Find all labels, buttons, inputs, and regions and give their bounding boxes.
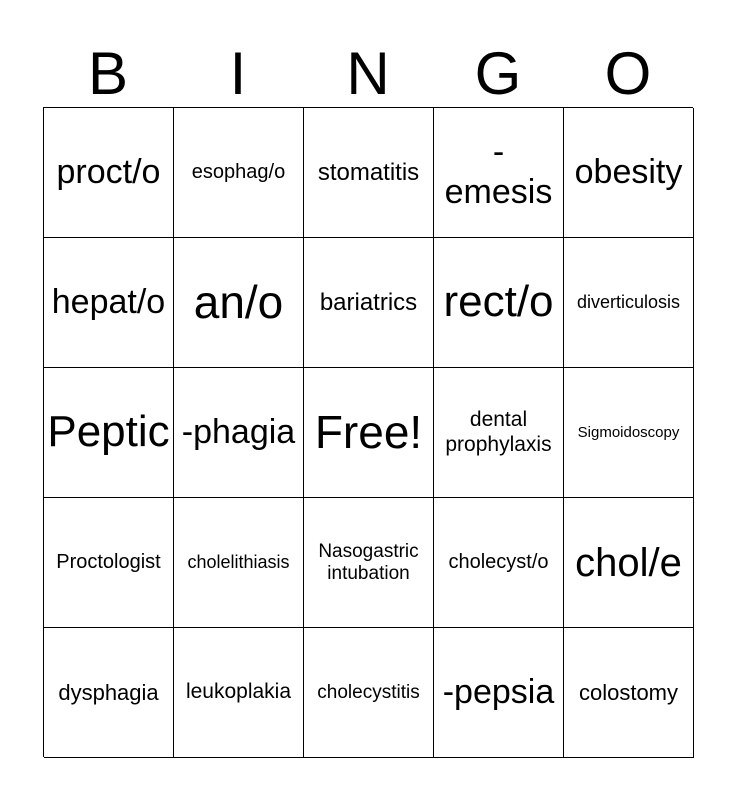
bingo-cell[interactable] [564, 628, 694, 758]
bingo-cell[interactable] [434, 108, 564, 238]
cell-label: dental prophylaxis [445, 408, 552, 456]
bingo-cell[interactable] [304, 368, 434, 498]
cell-label: cholecyst/o [448, 551, 549, 573]
cell-label: Sigmoidoscopy [577, 423, 680, 441]
bingo-card-grid [43, 107, 693, 757]
cell-label: leukoplakia [185, 680, 292, 704]
bingo-cell[interactable] [174, 108, 304, 238]
header-letter-i: I [229, 40, 247, 107]
cell-label: Proctologist [56, 551, 161, 573]
cell-label: colostomy [578, 679, 679, 705]
header-letter-g: G [474, 40, 522, 107]
cell-label: diverticulosis [576, 292, 681, 313]
header-letter-n: N [346, 40, 390, 107]
bingo-header [43, 40, 693, 108]
cell-label: cholecystitis [317, 681, 420, 703]
cell-label: bariatrics [319, 288, 418, 316]
bingo-cell[interactable] [174, 368, 304, 498]
cell-label: rect/o [443, 277, 554, 327]
bingo-cell[interactable] [564, 498, 694, 628]
bingo-cell[interactable] [44, 368, 174, 498]
bingo-cell[interactable] [44, 238, 174, 368]
bingo-cell[interactable] [564, 108, 694, 238]
bingo-cell[interactable] [434, 628, 564, 758]
bingo-cell[interactable] [304, 628, 434, 758]
cell-label: stomatitis [317, 158, 420, 186]
cell-label: chol/e [575, 540, 682, 585]
cell-label: proct/o [56, 152, 161, 191]
bingo-cell[interactable] [434, 368, 564, 498]
cell-label: hepat/o [51, 282, 166, 321]
bingo-cell[interactable] [44, 108, 174, 238]
header-letter-b: B [87, 40, 129, 107]
cell-label: dysphagia [58, 679, 159, 705]
bingo-cell[interactable] [304, 108, 434, 238]
cell-label: cholelithiasis [187, 552, 290, 573]
cell-label: obesity [574, 152, 683, 191]
bingo-cell[interactable] [564, 238, 694, 368]
bingo-cell[interactable] [304, 498, 434, 628]
bingo-cell[interactable] [434, 238, 564, 368]
bingo-cell[interactable] [174, 498, 304, 628]
free-space-label: Free! [314, 406, 423, 459]
header-letter-o: O [604, 40, 652, 107]
bingo-cell[interactable] [564, 368, 694, 498]
cell-label: Peptic [47, 407, 170, 457]
cell-label: -phagia [181, 412, 296, 451]
cell-label: esophag/o [191, 161, 286, 183]
cell-label: -emesis [444, 133, 553, 211]
bingo-cell[interactable] [174, 238, 304, 368]
cell-label: Nasogastric intubation [318, 540, 419, 584]
bingo-cell[interactable] [44, 628, 174, 758]
cell-label: -pepsia [442, 672, 555, 711]
bingo-cell[interactable] [304, 238, 434, 368]
bingo-cell[interactable] [174, 628, 304, 758]
bingo-cell[interactable] [434, 498, 564, 628]
bingo-cell[interactable] [44, 498, 174, 628]
cell-label: an/o [193, 276, 284, 329]
